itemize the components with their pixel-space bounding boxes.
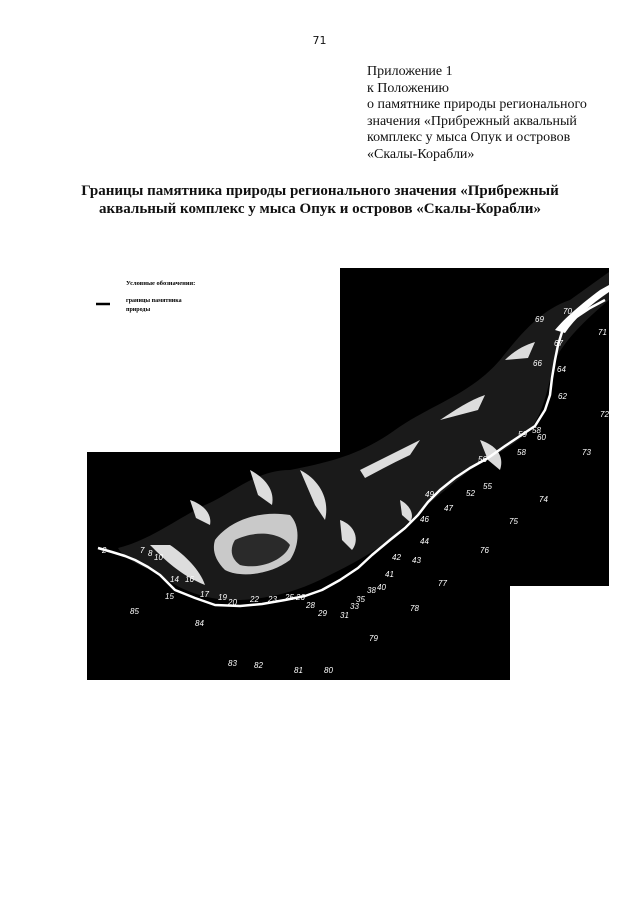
- boundary-point-label: 58: [532, 426, 541, 435]
- boundary-point-label: 55: [483, 482, 492, 491]
- boundary-point-label: 72: [600, 410, 609, 419]
- boundary-point-label: 60: [537, 433, 546, 442]
- appendix-line: комплекс у мыса Опук и островов: [367, 130, 571, 145]
- map-title-line: аквальный комплекс у мыса Опук и островов «Скалы-Корабли»: [99, 201, 541, 217]
- appendix-line: Приложение 1: [367, 64, 453, 79]
- boundary-point-label: 69: [535, 315, 544, 324]
- appendix-line: значения «Прибрежный аквальный: [367, 113, 577, 129]
- boundary-point-label: 31: [340, 611, 349, 620]
- boundary-point-label: 25: [285, 593, 294, 602]
- appendix-line: о памятнике природы регионального: [367, 97, 587, 112]
- boundary-point-label: 83: [228, 659, 237, 668]
- boundary-point-label: 49: [425, 490, 434, 499]
- boundary-point-label: 80: [324, 666, 333, 675]
- boundary-point-label: 40: [377, 583, 386, 592]
- map-title-line: Границы памятника природы регионального значения «Прибрежный: [81, 183, 559, 199]
- boundary-point-label: 47: [444, 504, 453, 513]
- legend-title: Условные обозначения:: [126, 280, 196, 287]
- boundary-point-label: 71: [598, 328, 607, 337]
- boundary-point-label: 59: [518, 430, 527, 439]
- boundary-point-label: 52: [466, 489, 475, 498]
- boundary-point-label: 41: [385, 570, 394, 579]
- boundary-point-label: 26: [296, 593, 305, 602]
- boundary-point-label: 76: [480, 546, 489, 555]
- boundary-point-label: 82: [254, 661, 263, 670]
- boundary-point-label: 56: [478, 455, 487, 464]
- boundary-point-label: 16: [185, 575, 194, 584]
- boundary-point-label: 66: [533, 359, 542, 368]
- boundary-point-label: 33: [350, 602, 359, 611]
- boundary-point-label: 38: [367, 586, 376, 595]
- boundary-point-label: 85: [130, 607, 139, 616]
- boundary-point-label: 20: [228, 598, 237, 607]
- boundary-point-label: 84: [195, 619, 204, 628]
- boundary-point-label: 67: [554, 339, 563, 348]
- boundary-point-label: 15: [165, 592, 174, 601]
- boundary-point-label: 8: [148, 549, 153, 558]
- boundary-point-label: 81: [294, 666, 303, 675]
- boundary-point-label: 7: [140, 546, 145, 555]
- boundary-point-label: 77: [438, 579, 447, 588]
- legend-item-line: границы памятника: [126, 298, 182, 304]
- boundary-point-label: 58: [517, 448, 526, 457]
- boundary-point-label: 42: [392, 553, 401, 562]
- boundary-point-label: 22: [250, 595, 259, 604]
- boundary-point-label: 79: [369, 634, 378, 643]
- boundary-point-label: 23: [268, 595, 277, 604]
- legend-item-line: природы: [126, 307, 151, 313]
- boundary-point-label: 73: [582, 448, 591, 457]
- boundary-point-label: 10: [154, 553, 163, 562]
- boundary-point-label: 70: [563, 307, 572, 316]
- boundary-point-label: 2: [102, 546, 107, 555]
- boundary-point-label: 46: [420, 515, 429, 524]
- boundary-point-label: 14: [170, 575, 179, 584]
- boundary-point-label: 29: [318, 609, 327, 618]
- boundary-point-label: 17: [200, 590, 209, 599]
- boundary-point-label: 62: [558, 392, 567, 401]
- boundary-point-label: 64: [557, 365, 566, 374]
- boundary-point-label: 43: [412, 556, 421, 565]
- appendix-line: «Скалы-Корабли»: [367, 146, 475, 162]
- boundary-point-label: 78: [410, 604, 419, 613]
- appendix-line: к Положению: [367, 80, 450, 96]
- page-number: 71: [312, 34, 327, 47]
- boundary-point-label: 19: [218, 593, 227, 602]
- map-legend: [96, 280, 195, 313]
- boundary-point-label: 35: [356, 595, 365, 604]
- boundary-point-label: 75: [509, 517, 518, 526]
- boundary-point-label: 28: [306, 601, 315, 610]
- boundary-point-label: 74: [539, 495, 548, 504]
- boundary-point-label: 44: [420, 537, 429, 546]
